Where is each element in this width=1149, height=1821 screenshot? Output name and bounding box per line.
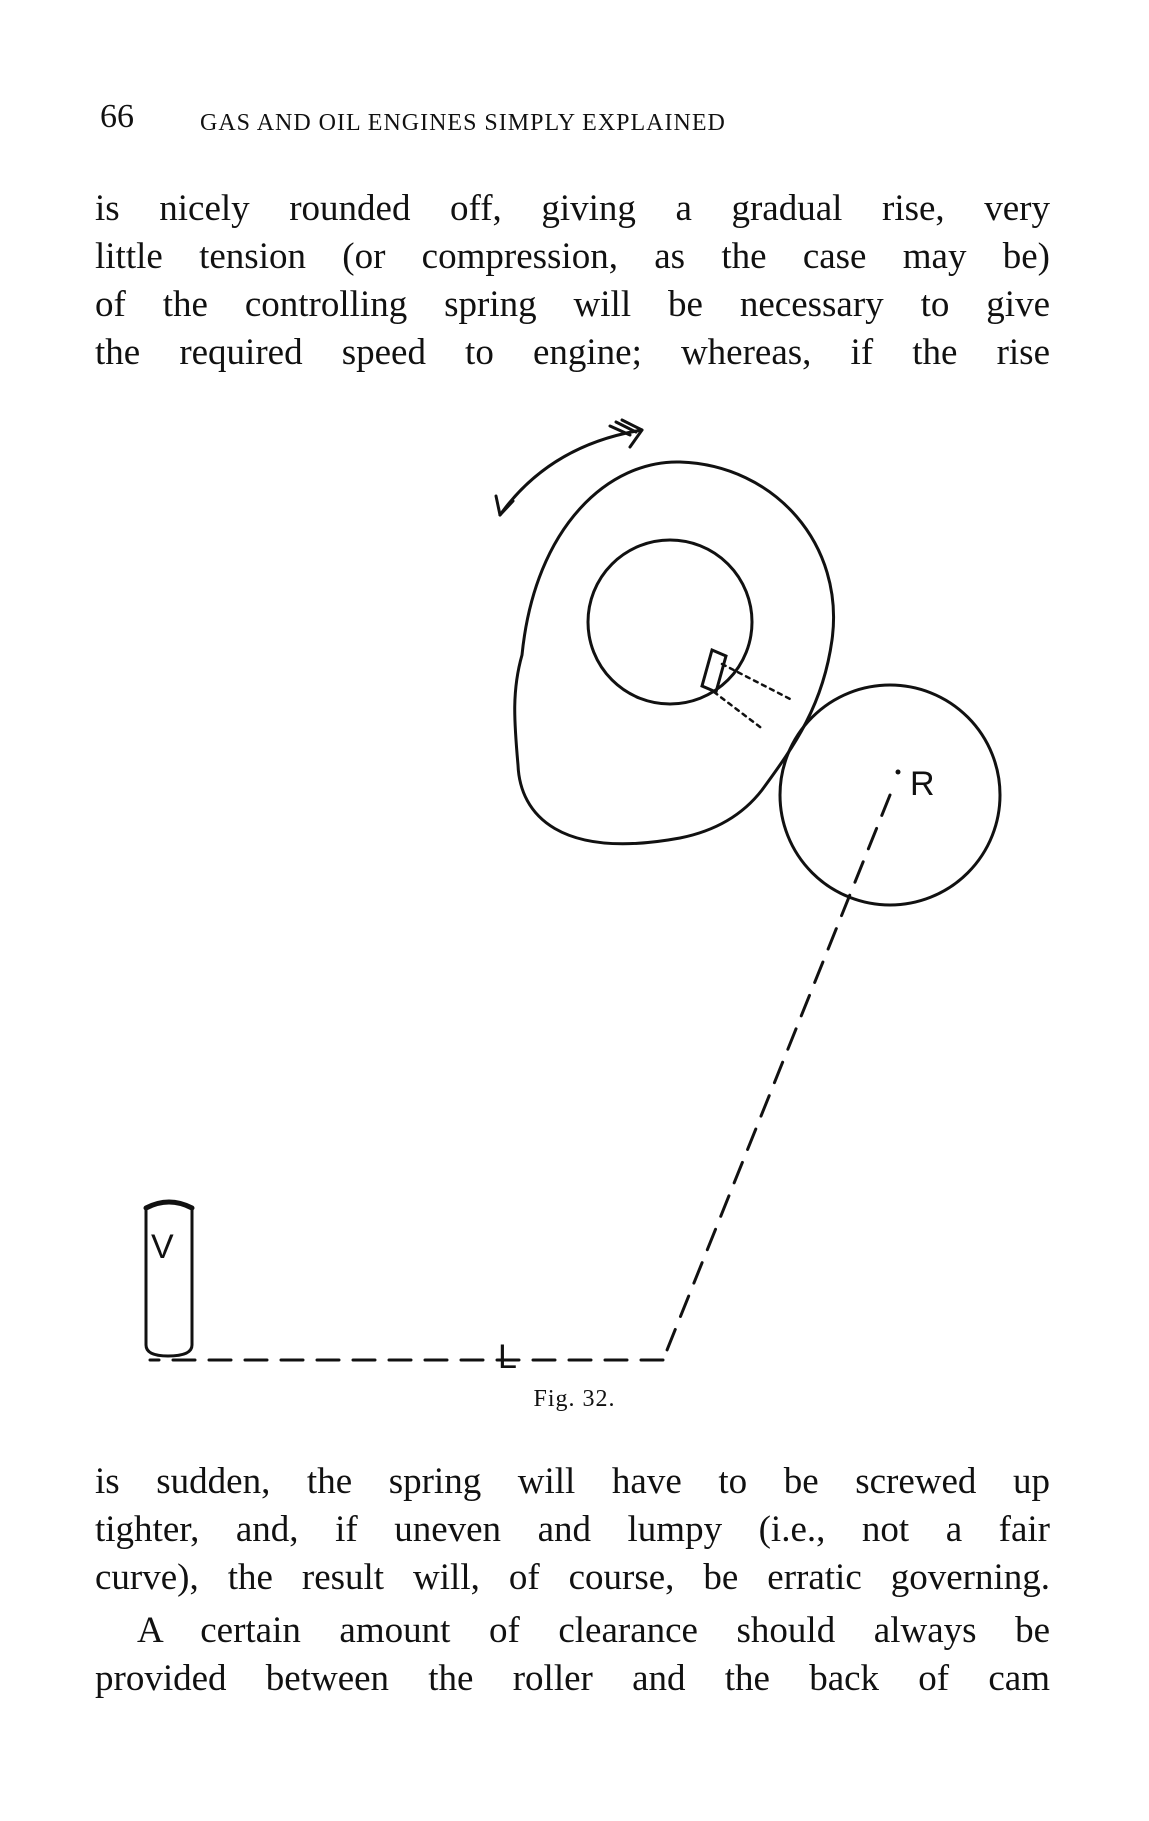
paragraph-last (95, 1607, 1050, 1703)
cam-shaft-circle (588, 540, 752, 704)
text-line: little tension (or compression, as the case may be) (95, 236, 1050, 277)
valve-rod (146, 1208, 192, 1356)
running-title: GAS AND OIL ENGINES SIMPLY EXPLAINED (200, 110, 726, 136)
cam-outline (515, 462, 834, 844)
text-line: A certain amount of clearance should always be (137, 1610, 1050, 1651)
key-dotted-line (714, 664, 792, 730)
arrow-head (496, 496, 513, 515)
text-line: curve), the result will, of course, be erratic governing. (95, 1557, 1050, 1598)
text-line: is sudden, the spring will have to be screwed up (95, 1461, 1050, 1502)
text-line: of the controlling spring will be necessary to give (95, 284, 1050, 325)
page-number: 66 (100, 98, 134, 135)
valve-label: V (151, 1228, 174, 1266)
text-line: tighter, and, if uneven and lumpy (i.e., not a fair (95, 1509, 1050, 1550)
lever-dashed-line (663, 795, 890, 1360)
running-header (100, 98, 1060, 138)
paragraph-bottom (95, 1458, 1050, 1602)
valve-rod-top (146, 1202, 192, 1208)
roller-circle (780, 685, 1000, 905)
text-line: the required speed to engine; whereas, if the rise (95, 332, 1050, 373)
lever-label: L (498, 1338, 517, 1376)
text-line: provided between the roller and the back of cam (95, 1658, 1050, 1699)
figure-caption: Fig. 32. (533, 1386, 616, 1412)
rotation-arrow (500, 430, 642, 515)
text-line: is nicely rounded off, giving a gradual rise, very (95, 188, 1050, 229)
paragraph-top (95, 185, 1050, 377)
roller-label: R (910, 765, 935, 803)
shaft-key (702, 650, 726, 692)
roller-center-dot (896, 770, 901, 775)
arrow-feather (610, 420, 642, 447)
